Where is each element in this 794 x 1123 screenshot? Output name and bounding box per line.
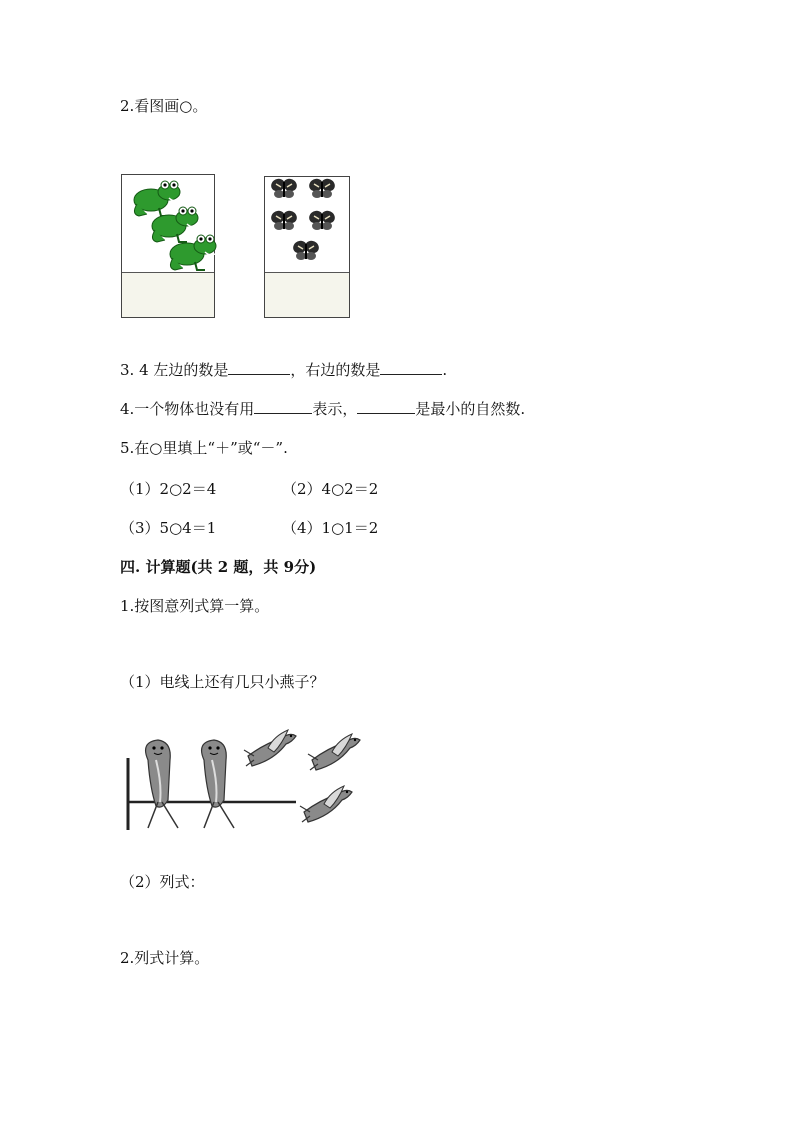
- question-4: 4.一个物体也没有用 表示， 是最小的自然数.: [120, 400, 526, 418]
- butterfly-answer-area[interactable]: [265, 272, 349, 317]
- question-5: 5.在○里填上“＋”或“－”.: [120, 439, 288, 457]
- question-2: 2.看图画○。: [120, 97, 208, 115]
- equation-4[interactable]: （4）1○1＝2: [282, 519, 379, 537]
- swallow-icon: [300, 786, 352, 822]
- swallows-illustration: [120, 722, 370, 834]
- blank-left-number[interactable]: [228, 360, 290, 375]
- calc-question-2: 2.列式计算。: [120, 949, 210, 967]
- blank-nothing[interactable]: [254, 399, 312, 414]
- calc-question-1-part-2: （2）列式：: [120, 873, 205, 891]
- equation-3[interactable]: （3）5○4＝1: [120, 519, 217, 537]
- section-4-title: 四. 计算题(共 2 题，共 9分): [120, 558, 317, 576]
- calc-question-1-part-1: （1）电线上还有几只小燕子？: [120, 673, 325, 691]
- calc-question-1: 1.按图意列式算一算。: [120, 597, 270, 615]
- swallow-icon: [202, 740, 234, 828]
- frog-icon: [134, 181, 180, 216]
- blank-smallest-natural[interactable]: [357, 399, 415, 414]
- frog-icon: [152, 207, 198, 242]
- frog-icon: [170, 235, 216, 270]
- butterfly-icon: [269, 177, 299, 198]
- blank-right-number[interactable]: [380, 360, 442, 375]
- question-3: 3. 4 左边的数是 ，右边的数是 .: [120, 361, 448, 379]
- butterfly-icon: [269, 209, 299, 230]
- butterfly-icon: [307, 209, 337, 230]
- frog-answer-area[interactable]: [122, 272, 214, 317]
- swallow-icon: [244, 730, 296, 766]
- butterfly-icon: [291, 239, 321, 260]
- butterfly-icon: [307, 177, 337, 198]
- equation-1[interactable]: （1）2○2＝4: [120, 480, 217, 498]
- frogs-illustration: [121, 174, 221, 274]
- butterflies-illustration: [264, 176, 348, 272]
- swallow-icon: [146, 740, 178, 828]
- swallow-icon: [308, 734, 360, 770]
- equation-2[interactable]: （2）4○2＝2: [282, 480, 379, 498]
